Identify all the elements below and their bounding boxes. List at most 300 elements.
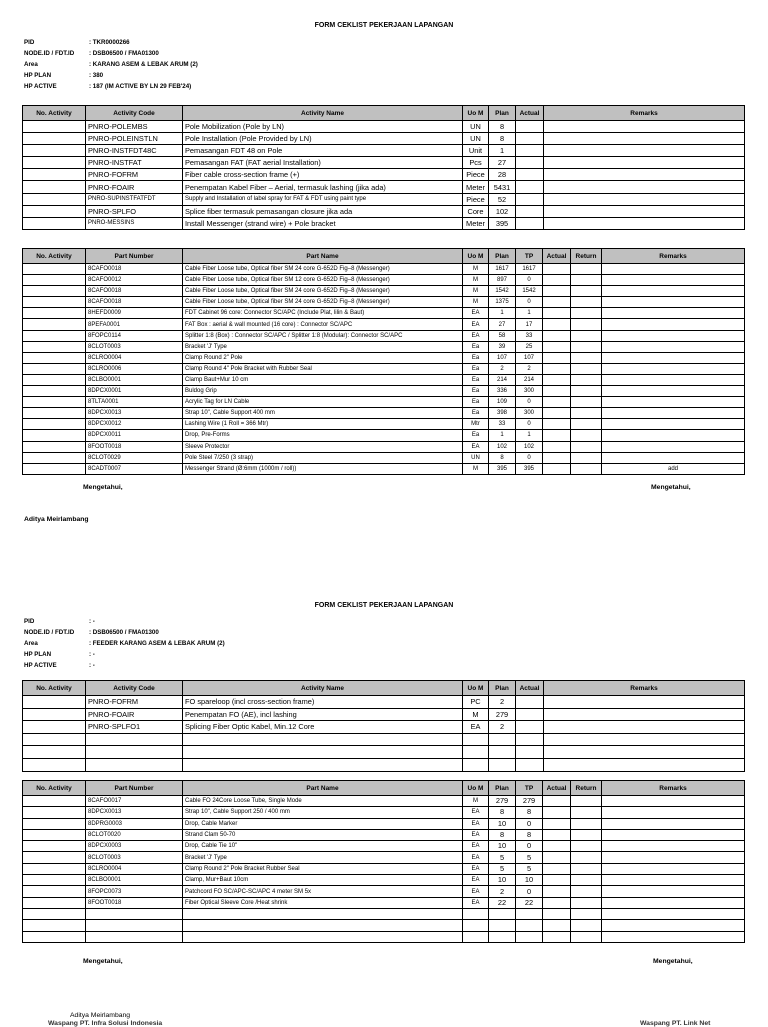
part-cell xyxy=(571,286,602,297)
part-cell: 8CLOT0020 xyxy=(86,829,183,840)
part-cell: 0 xyxy=(516,886,543,897)
activity-row xyxy=(23,157,745,169)
part-cell: 10 xyxy=(489,818,516,829)
part-cell xyxy=(543,363,571,374)
activity-cell: 5431 xyxy=(489,181,516,193)
column-header: Plan xyxy=(489,681,516,696)
part-cell xyxy=(23,875,86,886)
activity-cell xyxy=(183,746,463,759)
part-cell: 22 xyxy=(516,897,543,908)
part-cell xyxy=(571,419,602,430)
part-cell xyxy=(23,297,86,308)
part-cell xyxy=(543,430,571,441)
part-cell: Lashing Wire (1 Roll = 366 Mtr) xyxy=(183,419,463,430)
part-cell: 2 xyxy=(516,363,543,374)
part-row xyxy=(23,920,745,931)
part-cell: Drop, Cable Tie 10" xyxy=(183,841,463,852)
header-value: : FEEDER KARANG ASEM & LEBAK ARUM (2) xyxy=(89,640,225,647)
part-cell: Drop, Cable Marker xyxy=(183,818,463,829)
activity-cell xyxy=(183,758,463,771)
activity-cell: PNRO-INSTFAT xyxy=(86,157,183,169)
column-header: TP xyxy=(516,781,543,796)
activity-cell xyxy=(544,133,745,145)
part-cell xyxy=(602,920,745,931)
part-cell xyxy=(23,897,86,908)
part-cell: 8 xyxy=(516,829,543,840)
column-header: Return xyxy=(571,249,602,264)
activity-cell: Pemasangan FAT (FAT aerial Installation) xyxy=(183,157,463,169)
activity-cell xyxy=(23,133,86,145)
part-cell xyxy=(571,908,602,919)
part-cell xyxy=(602,441,745,452)
activity-cell: PNRO-POLEINSTLN xyxy=(86,133,183,145)
activity-cell xyxy=(544,721,745,734)
part-cell: Strap 10", Cable Support 400 mm xyxy=(183,408,463,419)
activity-cell xyxy=(516,181,544,193)
part-cell xyxy=(543,374,571,385)
part-cell: 8DPCX0013 xyxy=(86,408,183,419)
part-cell xyxy=(571,430,602,441)
part-cell xyxy=(571,852,602,863)
activity-cell xyxy=(23,733,86,746)
part-row xyxy=(23,352,745,363)
part-cell xyxy=(602,397,745,408)
part-cell: 8FOOT0018 xyxy=(86,897,183,908)
activity-cell xyxy=(544,708,745,721)
column-header: Remarks xyxy=(602,249,745,264)
part-cell: 5 xyxy=(489,852,516,863)
activity-cell: 2 xyxy=(489,721,516,734)
part-cell xyxy=(602,419,745,430)
column-header: Activity Code xyxy=(86,681,183,696)
part-cell: 8 xyxy=(489,452,516,463)
part-cell: 8CADT0007 xyxy=(86,463,183,474)
part-cell xyxy=(602,908,745,919)
part-row xyxy=(23,286,745,297)
part-cell xyxy=(23,275,86,286)
part-cell xyxy=(23,920,86,931)
part-cell: 8FOOT0018 xyxy=(86,441,183,452)
part-cell xyxy=(23,341,86,352)
part-cell: 8DPCX0012 xyxy=(86,419,183,430)
part-cell xyxy=(543,341,571,352)
activity-cell xyxy=(23,205,86,217)
part-cell xyxy=(571,829,602,840)
activity-cell xyxy=(86,733,183,746)
part-cell: 279 xyxy=(489,796,516,807)
part-cell: 395 xyxy=(489,463,516,474)
part-cell xyxy=(571,264,602,275)
form1-activity-table xyxy=(22,105,745,230)
activity-cell xyxy=(544,193,745,205)
activity-cell: PNRO-FOFRM xyxy=(86,169,183,181)
activity-cell: M xyxy=(463,708,489,721)
part-row xyxy=(23,463,745,474)
part-row xyxy=(23,430,745,441)
part-cell: 10 xyxy=(489,875,516,886)
part-cell xyxy=(571,330,602,341)
part-cell xyxy=(571,441,602,452)
part-cell xyxy=(23,463,86,474)
part-cell xyxy=(463,931,489,942)
activity-cell xyxy=(516,205,544,217)
part-cell: Strand Clam 50-70 xyxy=(183,829,463,840)
part-cell xyxy=(602,452,745,463)
part-cell xyxy=(543,908,571,919)
part-cell xyxy=(571,897,602,908)
part-cell: 8CLOT0003 xyxy=(86,341,183,352)
part-cell xyxy=(23,308,86,319)
form1-title: FORM CEKLIST PEKERJAAN LAPANGAN xyxy=(314,22,454,29)
part-cell xyxy=(602,430,745,441)
part-cell: Mtr xyxy=(463,419,489,430)
part-cell xyxy=(602,275,745,286)
activity-cell: PNRO-INSTFDT48C xyxy=(86,145,183,157)
part-row xyxy=(23,408,745,419)
part-row xyxy=(23,863,745,874)
part-cell: 1542 xyxy=(489,286,516,297)
part-cell xyxy=(571,319,602,330)
activity-cell: PNRO-POLEMBS xyxy=(86,121,183,133)
header-key: NODE.ID / FDT.ID xyxy=(24,50,75,57)
part-cell xyxy=(602,341,745,352)
part-cell: 8CAFO0018 xyxy=(86,286,183,297)
part-cell xyxy=(602,363,745,374)
part-cell: 8CLOT0003 xyxy=(86,852,183,863)
column-header: Actual xyxy=(543,249,571,264)
part-cell: 1617 xyxy=(516,264,543,275)
part-cell xyxy=(543,264,571,275)
part-cell xyxy=(571,463,602,474)
form2-right-signer-org: Waspang PT. Link Net xyxy=(640,1020,711,1027)
part-cell xyxy=(602,931,745,942)
activity-cell: Fiber cable cross-section frame (+) xyxy=(183,169,463,181)
part-cell: Clamp, Mur+Baut 10cm xyxy=(183,875,463,886)
part-cell: FAT Box : aerial & wall mounted (16 core) : Connector SC/APC xyxy=(183,319,463,330)
form2-signer-org: Waspang PT. Infra Solusi Indonesia xyxy=(48,1020,163,1027)
activity-cell: PNRO-FOFRM xyxy=(86,696,183,709)
part-cell xyxy=(543,408,571,419)
part-cell xyxy=(543,330,571,341)
part-cell: Ea xyxy=(463,430,489,441)
part-cell xyxy=(543,829,571,840)
part-cell xyxy=(543,275,571,286)
column-header: TP xyxy=(516,249,543,264)
part-cell: M xyxy=(463,297,489,308)
part-cell: M xyxy=(463,286,489,297)
part-cell xyxy=(543,863,571,874)
part-cell: 2 xyxy=(489,886,516,897)
part-cell: add xyxy=(602,463,745,474)
part-cell xyxy=(86,931,183,942)
activity-cell xyxy=(544,217,745,229)
column-header: Plan xyxy=(489,106,516,121)
part-row xyxy=(23,841,745,852)
column-header: Remarks xyxy=(602,781,745,796)
column-header: Activity Code xyxy=(86,106,183,121)
activity-cell: PNRO-SPLFO1 xyxy=(86,721,183,734)
part-cell xyxy=(23,807,86,818)
activity-cell xyxy=(23,145,86,157)
activity-cell xyxy=(544,205,745,217)
activity-row xyxy=(23,746,745,759)
part-cell xyxy=(543,841,571,852)
header-value: : - xyxy=(89,662,95,669)
activity-row xyxy=(23,733,745,746)
part-cell: Ea xyxy=(463,397,489,408)
activity-cell xyxy=(463,758,489,771)
part-cell xyxy=(183,920,463,931)
activity-row xyxy=(23,708,745,721)
form2-right-sign-label: Mengetahui, xyxy=(653,958,693,965)
header-key: HP PLAN xyxy=(24,651,52,658)
part-cell: 8CLBO0001 xyxy=(86,374,183,385)
part-cell: 1375 xyxy=(489,297,516,308)
part-cell: Ea xyxy=(463,408,489,419)
activity-row xyxy=(23,193,745,205)
part-cell: 8CAFO0018 xyxy=(86,297,183,308)
part-cell xyxy=(571,818,602,829)
part-cell: 39 xyxy=(489,341,516,352)
activity-cell: 8 xyxy=(489,133,516,145)
activity-cell xyxy=(23,169,86,181)
activity-cell xyxy=(516,169,544,181)
form1-header xyxy=(24,37,424,95)
activity-row xyxy=(23,181,745,193)
part-cell: Patchcord FO SC/APC-SC/APC 4 meter SM 5x xyxy=(183,886,463,897)
activity-cell xyxy=(516,145,544,157)
part-cell xyxy=(489,908,516,919)
activity-cell: EA xyxy=(463,721,489,734)
part-cell: EA xyxy=(463,441,489,452)
column-header: Uo M xyxy=(463,249,489,264)
part-cell: Buldog Grip xyxy=(183,386,463,397)
column-header: No. Activity xyxy=(23,681,86,696)
part-row xyxy=(23,264,745,275)
activity-cell xyxy=(516,721,544,734)
part-cell: M xyxy=(463,275,489,286)
column-header: Actual xyxy=(516,681,544,696)
activity-cell: PNRO-SPLFO xyxy=(86,205,183,217)
activity-cell xyxy=(516,733,544,746)
part-cell: 8CAFO0018 xyxy=(86,264,183,275)
part-cell: EA xyxy=(463,807,489,818)
part-cell: 1 xyxy=(489,308,516,319)
activity-cell xyxy=(544,181,745,193)
part-cell xyxy=(463,908,489,919)
part-cell: Bracket 'J' Type xyxy=(183,341,463,352)
header-key: PID xyxy=(24,39,35,46)
part-row xyxy=(23,308,745,319)
part-cell xyxy=(23,886,86,897)
part-cell xyxy=(23,419,86,430)
column-header: Part Number xyxy=(86,781,183,796)
part-cell: EA xyxy=(463,863,489,874)
part-cell: 8 xyxy=(516,807,543,818)
activity-row xyxy=(23,205,745,217)
header-key: Area xyxy=(24,640,38,647)
part-cell: Cable Fiber Loose tube, Optical fiber SM 24 core G-652D Fig–8 (Messenger) xyxy=(183,264,463,275)
part-cell xyxy=(23,319,86,330)
activity-cell: Pole Mobilization (Pole by LN) xyxy=(183,121,463,133)
part-row xyxy=(23,931,745,942)
part-cell xyxy=(516,908,543,919)
activity-cell xyxy=(23,758,86,771)
part-cell xyxy=(602,886,745,897)
part-cell xyxy=(571,452,602,463)
form1-signer-name: Aditya Meirlambang xyxy=(24,516,89,523)
part-cell xyxy=(23,286,86,297)
activity-cell: PNRO-SUPINSTFATFDT xyxy=(86,193,183,205)
part-cell xyxy=(86,908,183,919)
part-cell xyxy=(602,297,745,308)
activity-cell xyxy=(23,721,86,734)
part-cell: Ea xyxy=(463,374,489,385)
part-cell xyxy=(571,931,602,942)
part-cell: M xyxy=(463,796,489,807)
part-cell xyxy=(543,897,571,908)
column-header: Return xyxy=(571,781,602,796)
part-row xyxy=(23,452,745,463)
part-cell: 8CLBO0001 xyxy=(86,875,183,886)
activity-cell: Penempatan FO (AE), incl lashing xyxy=(183,708,463,721)
activity-row xyxy=(23,133,745,145)
part-cell xyxy=(23,931,86,942)
header-key: HP PLAN xyxy=(24,72,52,79)
part-cell xyxy=(571,875,602,886)
part-cell: 0 xyxy=(516,452,543,463)
activity-cell xyxy=(23,696,86,709)
part-cell xyxy=(516,931,543,942)
part-cell: 8DPCX0013 xyxy=(86,807,183,818)
part-cell: 8TLTA0001 xyxy=(86,397,183,408)
part-cell: Pole Steel 7/250 (3 strap) xyxy=(183,452,463,463)
part-cell: 102 xyxy=(516,441,543,452)
activity-cell: PNRO-FOAIR xyxy=(86,181,183,193)
form1-right-sign-label: Mengetahui, xyxy=(651,484,691,491)
part-cell: 214 xyxy=(516,374,543,385)
part-row xyxy=(23,374,745,385)
activity-cell xyxy=(516,121,544,133)
activity-cell: PNRO-FOAIR xyxy=(86,708,183,721)
part-cell xyxy=(23,452,86,463)
column-header: Remarks xyxy=(544,681,745,696)
part-cell: 214 xyxy=(489,374,516,385)
part-cell xyxy=(489,920,516,931)
column-header: Activity Name xyxy=(183,681,463,696)
part-cell xyxy=(602,863,745,874)
activity-cell xyxy=(544,733,745,746)
part-cell: EA xyxy=(463,829,489,840)
part-cell: 8FOPC0073 xyxy=(86,886,183,897)
part-cell: 0 xyxy=(516,419,543,430)
part-cell: EA xyxy=(463,818,489,829)
activity-cell xyxy=(516,758,544,771)
activity-cell: UN xyxy=(463,121,489,133)
part-cell xyxy=(489,931,516,942)
column-header: Part Number xyxy=(86,249,183,264)
part-cell xyxy=(571,374,602,385)
part-cell: 0 xyxy=(516,841,543,852)
part-cell: 1 xyxy=(516,430,543,441)
activity-cell xyxy=(489,746,516,759)
activity-cell xyxy=(544,145,745,157)
part-cell xyxy=(23,374,86,385)
part-cell: M xyxy=(463,463,489,474)
part-cell: EA xyxy=(463,852,489,863)
part-cell xyxy=(86,920,183,931)
header-key: HP ACTIVE xyxy=(24,83,57,90)
column-header: Uo M xyxy=(463,781,489,796)
part-row xyxy=(23,441,745,452)
part-cell xyxy=(543,818,571,829)
part-row xyxy=(23,796,745,807)
part-row xyxy=(23,319,745,330)
form2-title: FORM CEKLIST PEKERJAAN LAPANGAN xyxy=(314,602,454,609)
part-row xyxy=(23,897,745,908)
part-row xyxy=(23,419,745,430)
header-value: : KARANG ASEM & LEBAK ARUM (2) xyxy=(89,61,198,68)
activity-cell xyxy=(23,193,86,205)
column-header: Plan xyxy=(489,781,516,796)
part-cell: 8CLRO0004 xyxy=(86,863,183,874)
part-cell: Cable Fiber Loose tube, Optical fiber SM 12 core G-652D Fig–8 (Messenger) xyxy=(183,275,463,286)
activity-row xyxy=(23,169,745,181)
activity-cell: 1 xyxy=(489,145,516,157)
part-cell xyxy=(571,352,602,363)
part-cell xyxy=(543,920,571,931)
part-cell xyxy=(23,852,86,863)
part-cell xyxy=(23,363,86,374)
part-cell xyxy=(23,386,86,397)
part-row xyxy=(23,275,745,286)
part-cell xyxy=(571,886,602,897)
header-key: HP ACTIVE xyxy=(24,662,57,669)
part-cell: Splitter 1:8 (Box) : Connector SC/APC / Splitter 1:8 (Modular): Connector SC/APC xyxy=(183,330,463,341)
part-cell xyxy=(23,408,86,419)
part-cell xyxy=(23,863,86,874)
part-cell xyxy=(571,796,602,807)
activity-cell xyxy=(516,133,544,145)
part-cell xyxy=(602,386,745,397)
activity-cell xyxy=(463,746,489,759)
activity-cell xyxy=(23,121,86,133)
header-value: : TKR0000266 xyxy=(89,39,130,46)
activity-row xyxy=(23,217,745,229)
part-cell: 8DPRG0003 xyxy=(86,818,183,829)
form2-header xyxy=(24,616,424,674)
part-cell xyxy=(543,796,571,807)
part-cell: 300 xyxy=(516,408,543,419)
part-row xyxy=(23,386,745,397)
activity-cell: Penempatan Kabel Fiber – Aerial, termasuk lashing (jika ada) xyxy=(183,181,463,193)
part-cell xyxy=(571,363,602,374)
activity-cell: Piece xyxy=(463,193,489,205)
part-cell: Ea xyxy=(463,386,489,397)
part-cell: 2 xyxy=(489,363,516,374)
activity-cell: 52 xyxy=(489,193,516,205)
part-cell: 8DPCX0011 xyxy=(86,430,183,441)
part-cell xyxy=(571,297,602,308)
activity-cell: 2 xyxy=(489,696,516,709)
activity-row xyxy=(23,121,745,133)
part-cell xyxy=(23,796,86,807)
part-cell xyxy=(23,441,86,452)
header-value: : DSB06500 / FMA01300 xyxy=(89,50,159,57)
part-cell xyxy=(602,286,745,297)
part-cell: Cable Fiber Loose tube, Optical fiber SM 24 core G-652D Fig–8 (Messenger) xyxy=(183,297,463,308)
part-cell: Cable FO 24Core Loose Tube, Single Mode xyxy=(183,796,463,807)
